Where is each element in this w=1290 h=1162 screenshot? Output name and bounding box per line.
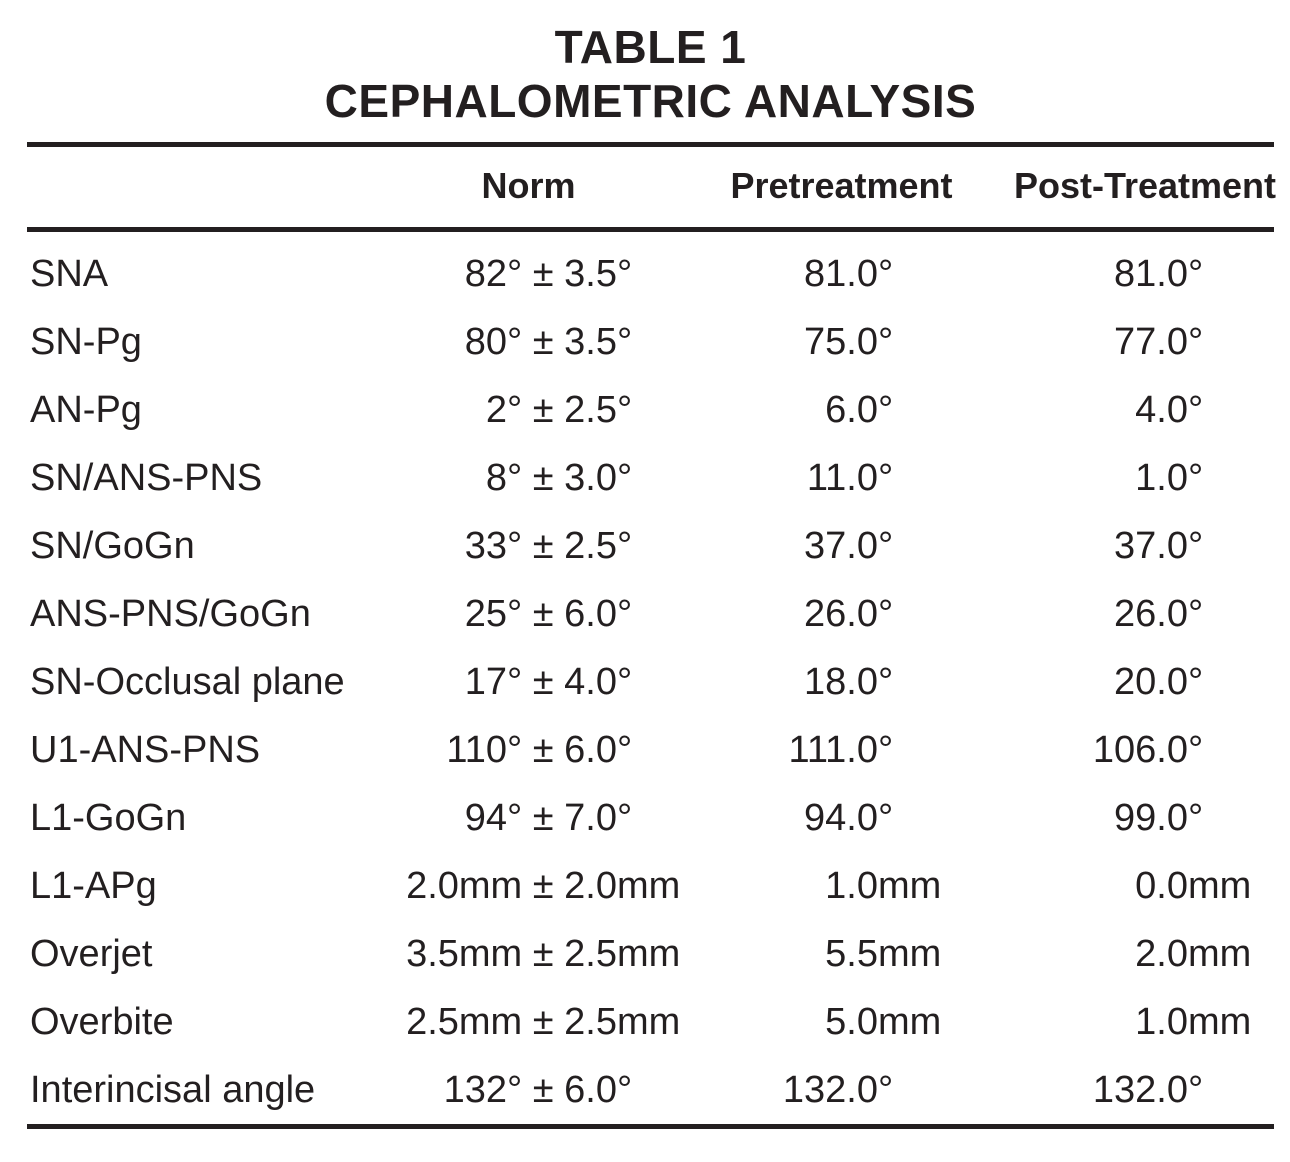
row-label: SN-Pg	[30, 321, 142, 363]
norm-unit: °	[617, 1069, 633, 1111]
pretreatment-value: 18.0	[804, 661, 878, 703]
norm-unit: °	[617, 457, 633, 499]
pretreatment-value: 111.0	[788, 729, 878, 771]
post-treatment-unit: °	[1188, 1069, 1204, 1111]
table-body	[27, 232, 1290, 1124]
pretreatment-value: 132.0	[782, 1069, 878, 1111]
row-label: SN/GoGn	[30, 525, 195, 567]
norm-value: 2.0mm ± 2.0	[406, 865, 617, 907]
norm-cell	[397, 661, 680, 703]
post-treatment-value: 132.0	[1092, 1069, 1188, 1111]
norm-cell	[397, 1069, 680, 1111]
norm-cell	[397, 933, 680, 975]
norm-unit: °	[617, 797, 633, 839]
post-treatment-unit: °	[1188, 321, 1204, 363]
post-treatment-value: 2.0	[1135, 933, 1188, 975]
post-treatment-cell	[941, 661, 1251, 703]
pretreatment-unit: °	[878, 661, 894, 703]
norm-value: 110° ± 6.0	[446, 729, 617, 771]
table-row	[27, 376, 1251, 444]
table-row	[27, 308, 1251, 376]
post-treatment-value: 37.0	[1114, 525, 1188, 567]
pretreatment-unit: °	[878, 729, 894, 771]
row-label: L1-GoGn	[30, 797, 187, 839]
post-treatment-cell	[941, 457, 1251, 499]
post-treatment-unit: °	[1188, 253, 1204, 295]
norm-unit: mm	[617, 865, 681, 907]
pretreatment-unit: mm	[878, 865, 942, 907]
post-treatment-unit: °	[1188, 389, 1204, 431]
row-label: Overbite	[30, 1001, 174, 1043]
pretreatment-value: 75.0	[804, 321, 878, 363]
norm-unit: °	[617, 593, 633, 635]
table-row	[27, 580, 1251, 648]
pretreatment-unit: °	[878, 457, 894, 499]
table-row	[27, 512, 1251, 580]
post-treatment-cell	[941, 797, 1251, 839]
pretreatment-value: 11.0	[806, 457, 878, 499]
pretreatment-cell	[680, 933, 941, 975]
pretreatment-cell	[680, 593, 941, 635]
table-row	[27, 648, 1251, 716]
post-treatment-unit: °	[1188, 729, 1204, 771]
norm-unit: °	[617, 253, 633, 295]
pretreatment-value: 6.0	[825, 389, 878, 431]
post-treatment-cell	[941, 321, 1251, 363]
post-treatment-value: 1.0	[1135, 1001, 1188, 1043]
table-row	[27, 988, 1251, 1056]
norm-cell	[397, 389, 680, 431]
pretreatment-unit: °	[878, 1069, 894, 1111]
post-treatment-cell	[941, 1001, 1251, 1043]
table-row	[27, 852, 1251, 920]
pretreatment-unit: mm	[878, 1001, 942, 1043]
pretreatment-cell	[680, 253, 941, 295]
table-row	[27, 1056, 1251, 1124]
pretreatment-cell	[680, 865, 941, 907]
pretreatment-unit: °	[878, 253, 894, 295]
pretreatment-value: 5.5	[825, 933, 878, 975]
pretreatment-value: 37.0	[804, 525, 878, 567]
norm-value: 80° ± 3.5	[464, 321, 617, 363]
pretreatment-cell	[680, 457, 941, 499]
pretreatment-cell	[680, 1069, 941, 1111]
post-treatment-value: 20.0	[1114, 661, 1188, 703]
norm-unit: °	[617, 525, 633, 567]
pretreatment-value: 26.0	[804, 593, 878, 635]
column-header-norm: Norm	[481, 165, 576, 206]
row-label: SN-Occlusal plane	[30, 661, 345, 703]
table-row	[27, 784, 1251, 852]
norm-value: 17° ± 4.0	[464, 661, 617, 703]
pretreatment-unit: °	[878, 593, 894, 635]
norm-unit: °	[617, 661, 633, 703]
post-treatment-value: 99.0	[1114, 797, 1188, 839]
table-row	[27, 716, 1251, 784]
pretreatment-cell	[680, 389, 941, 431]
norm-unit: °	[617, 729, 633, 771]
row-label: SNA	[30, 253, 109, 295]
table-row	[27, 920, 1251, 988]
row-label: SN/ANS-PNS	[30, 457, 263, 499]
norm-value: 94° ± 7.0	[464, 797, 617, 839]
pretreatment-cell	[680, 1001, 941, 1043]
pretreatment-value: 94.0	[804, 797, 878, 839]
pretreatment-cell	[680, 525, 941, 567]
post-treatment-value: 81.0	[1114, 253, 1188, 295]
post-treatment-cell	[941, 729, 1251, 771]
pretreatment-unit: °	[878, 797, 894, 839]
post-treatment-cell	[941, 933, 1251, 975]
post-treatment-value: 77.0	[1114, 321, 1188, 363]
pretreatment-unit: mm	[878, 933, 942, 975]
norm-unit: °	[617, 389, 633, 431]
row-label: Interincisal angle	[30, 1069, 316, 1111]
post-treatment-unit: °	[1188, 457, 1204, 499]
norm-cell	[397, 525, 680, 567]
post-treatment-cell	[941, 865, 1251, 907]
post-treatment-unit: mm	[1188, 1001, 1252, 1043]
column-header-pretreatment: Pretreatment	[730, 165, 953, 206]
post-treatment-unit: °	[1188, 593, 1204, 635]
pretreatment-cell	[680, 661, 941, 703]
norm-cell	[397, 797, 680, 839]
table-row	[27, 240, 1251, 308]
column-header-post-treatment: Post-Treatment	[1013, 165, 1277, 206]
post-treatment-value: 26.0	[1114, 593, 1188, 635]
norm-cell	[397, 321, 680, 363]
post-treatment-cell	[941, 389, 1251, 431]
row-label: AN-Pg	[30, 389, 142, 431]
norm-value: 25° ± 6.0	[464, 593, 617, 635]
post-treatment-value: 4.0	[1135, 389, 1188, 431]
norm-cell	[397, 729, 680, 771]
norm-cell	[397, 1001, 680, 1043]
norm-value: 2.5mm ± 2.5	[406, 1001, 617, 1043]
pretreatment-unit: °	[878, 389, 894, 431]
norm-value: 8° ± 3.0	[485, 457, 617, 499]
norm-unit: mm	[617, 1001, 681, 1043]
post-treatment-cell	[941, 525, 1251, 567]
post-treatment-value: 106.0	[1092, 729, 1188, 771]
norm-value: 132° ± 6.0	[443, 1069, 617, 1111]
table-number: TABLE 1	[554, 21, 747, 73]
post-treatment-cell	[941, 1069, 1251, 1111]
table-header-row	[27, 147, 1277, 227]
post-treatment-unit: mm	[1188, 933, 1252, 975]
post-treatment-value: 0.0	[1135, 865, 1188, 907]
post-treatment-unit: mm	[1188, 865, 1252, 907]
norm-value: 33° ± 2.5	[464, 525, 617, 567]
pretreatment-unit: °	[878, 525, 894, 567]
post-treatment-unit: °	[1188, 525, 1204, 567]
norm-cell	[397, 865, 680, 907]
bottom-rule	[27, 1124, 1274, 1129]
row-label: L1-APg	[30, 865, 157, 907]
header-spacer	[27, 167, 397, 205]
post-treatment-cell	[941, 253, 1251, 295]
table-title	[27, 20, 1274, 128]
row-label: U1-ANS-PNS	[30, 729, 261, 771]
pretreatment-value: 1.0	[825, 865, 878, 907]
pretreatment-cell	[680, 321, 941, 363]
norm-cell	[397, 253, 680, 295]
pretreatment-cell	[680, 729, 941, 771]
norm-unit: mm	[617, 933, 681, 975]
row-label: Overjet	[30, 933, 153, 975]
table-caption: CEPHALOMETRIC ANALYSIS	[324, 75, 977, 127]
post-treatment-cell	[941, 593, 1251, 635]
pretreatment-value: 5.0	[825, 1001, 878, 1043]
norm-value: 2° ± 2.5	[485, 389, 617, 431]
row-label: ANS-PNS/GoGn	[30, 593, 311, 635]
norm-cell	[397, 593, 680, 635]
post-treatment-value: 1.0	[1135, 457, 1188, 499]
pretreatment-cell	[680, 797, 941, 839]
pretreatment-unit: °	[878, 321, 894, 363]
norm-value: 3.5mm ± 2.5	[406, 933, 617, 975]
norm-value: 82° ± 3.5	[464, 253, 617, 295]
post-treatment-unit: °	[1188, 661, 1204, 703]
norm-cell	[397, 457, 680, 499]
table-row	[27, 444, 1251, 512]
post-treatment-unit: °	[1188, 797, 1204, 839]
pretreatment-value: 81.0	[804, 253, 878, 295]
norm-unit: °	[617, 321, 633, 363]
